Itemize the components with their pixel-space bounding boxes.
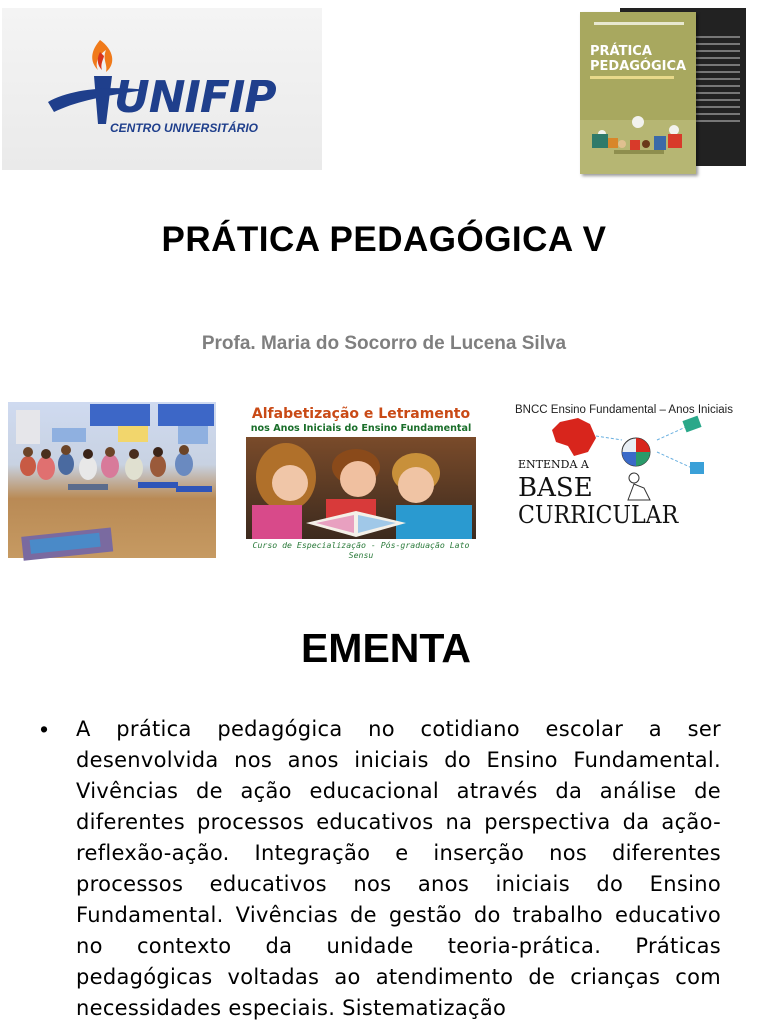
author-name: Profa. Maria do Socorro de Lucena Silva [201,333,567,354]
bncc-line-1: ENTENDA A [518,458,589,471]
literacy-subheading: nos Anos Iniciais do Ensino Fundamental [250,423,472,434]
brand-subtitle: CENTRO UNIVERSITÁRIO [110,121,259,135]
unifip-logo [2,8,322,170]
literacy-caption: Curso de Especialização - Pós-graduação Lato Sensu [252,540,470,560]
brand-name: UNIFIP [114,72,276,123]
literacy-heading: Alfabetização e Letramento [251,406,471,422]
page-title: PRÁTICA PEDAGÓGICA V [161,220,607,259]
bullet-marker: • [40,716,49,742]
book-cover [580,8,746,174]
children-reading-photo [246,437,476,539]
literacy-banner [244,404,478,560]
bncc-banner [512,400,734,534]
ementa-paragraph: A prática pedagógica no cotidiano escolar a ser desenvolvida nos anos iniciais do Ensino Fundamental. Vivências de ação educacional através da análise de diferentes processos educativos na perspectiva da ação-reflexão-ação. Integração e inserção nos diferentes processos educativos nos anos iniciais do Ensino Fundamental. Vivências de gestão do trabalho educativo no contexto da unidade teoria-prática. Práticas pedagógicas voltadas ao atendimento de crianças com necessidades especiais. Sistematização [76,717,721,1020]
book-title-line1: PRÁTICA [590,44,652,59]
section-title: EMENTA [300,625,472,671]
book-title-line2: PEDAGÓGICA [590,59,687,74]
classroom-photo [8,402,216,558]
bncc-line-3: CURRICULAR [518,501,679,529]
classroom-photo-drawing [8,402,216,558]
book-illustration [580,100,696,170]
bncc-line-2: BASE [518,473,593,503]
book-front-cover [580,12,696,174]
bncc-heading: BNCC Ensino Fundamental – Anos Iniciais [515,404,733,416]
